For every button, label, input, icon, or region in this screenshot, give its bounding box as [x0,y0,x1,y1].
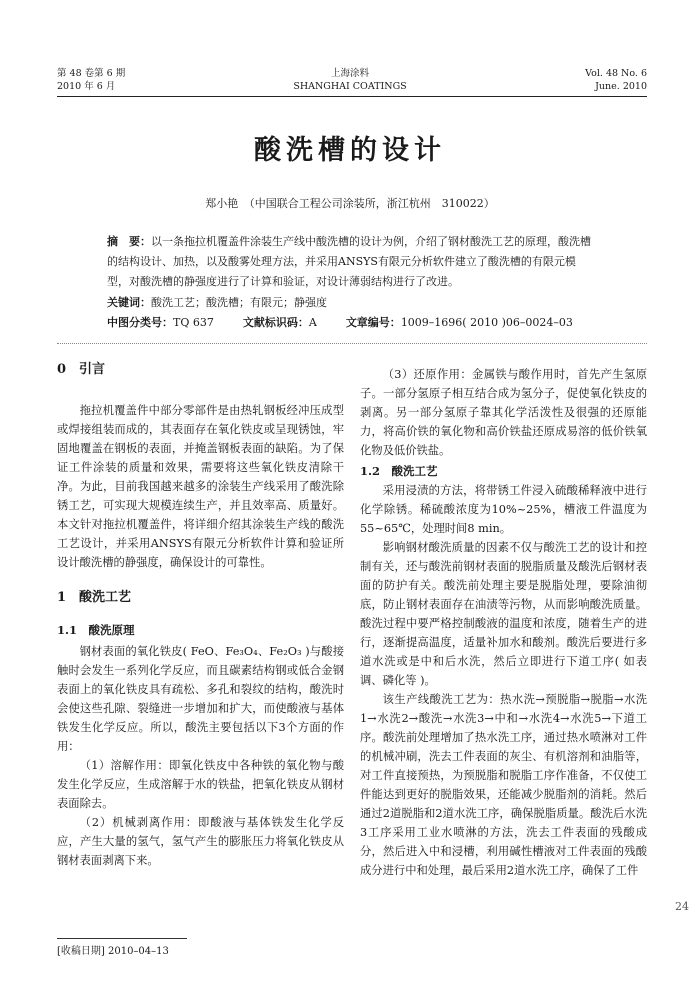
section-0-heading: 0 引言 [57,362,106,377]
journal-name-en: SHANGHAI COATINGS [293,81,407,92]
right-paragraph-3: 影响钢材酸洗质量的因素不仅与酸洗工艺的设计和控制有关，还与酸洗前钢材表面的脱脂质量及酸洗后钢材表面的防护有关。酸洗前处理主要是脱脂处理，要除油彻底，防止钢材表面存在油渍等污物，从而影响酸洗质量。酸洗过程中要严格控制酸液的温度和浓度，随着生产的进行，逐渐提高温度，适量补加水和酸剂。酸洗后要进行多道水洗或是中和后水洗，然后立即进行下道工序( 如表调、磷化等 )。 [360,541,647,687]
paper-title: 酸洗槽的设计 [254,135,446,166]
abstract [107,232,597,292]
received-date: [收稿日期] 2010–04–13 [57,946,169,957]
keywords-text: 酸洗工艺；酸洗槽；有限元；静强度 [151,296,327,309]
right-paragraph-4: 该生产线酸洗工艺为：热水洗→预脱脂→脱脂→水洗1→水洗2→酸洗→水洗3→中和→水洗4→水洗5→下道工序。酸洗前处理增加了热水洗工序，通过热水喷淋对工件的机械冲刷，洗去工件表面的灰尘、有机溶剂和油脂等，对工件直接预热，为预脱脂和脱脂工序作准备，不仅使工件能达到更好的脱脂效果，还能减少脱脂剂的消耗。然后通过2道脱脂和2道水洗工序，确保脱脂质量。酸洗后水洗3工序采用工业水喷淋的方法，洗去工件表面的残酸成分，然后进入中和浸槽，利用碱性槽液对工件表面的残酸成分进行中和处理，最后采用2道水洗工序，确保了工件 [360,693,647,877]
right-paragraph-2: 采用浸渍的方法，将带锈工件浸入硫酸稀释液中进行化学除锈。稀硫酸浓度为10%~25%，槽液工件温度为55~65℃，处理时间8 min。 [360,484,647,535]
volume-issue-en: Vol. 48 No. 6 [585,68,647,79]
keywords [107,293,597,313]
author-affiliation: 郑小艳 （中国联合工程公司涂装所，浙江杭州 310022） [205,197,495,210]
abstract-text: 以一条拖拉机覆盖件涂装生产线中酸洗槽的设计为例，介绍了钢材酸洗工艺的原理，酸洗槽的结构设计、加热，以及酸雾处理方法，并采用ANSYS有限元分析软件建立了酸洗槽的有限元模型，对酸洗槽的静强度进行了计算和验证，对设计薄弱结构进行了改进。 [107,235,591,288]
doc-code-value: A [308,316,317,329]
article-number-value: 1009–1696( 2010 )06–0024–03 [400,316,573,329]
abstract-divider [57,343,647,344]
journal-name-cn: 上海涂料 [330,68,369,79]
clc-value: TQ 637 [173,316,214,329]
section-1-1-paragraph-3: （2）机械剥离作用：即酸液与基体铁发生化学反应，产生大量的氢气，氢气产生的膨胀压力将氧化铁皮从钢材表面剥离下来。 [57,816,344,867]
section-1-1-heading: 1.1 酸洗原理 [57,623,135,637]
right-paragraph-1: （3）还原作用：金属铁与酸作用时，首先产生氢原子。一部分氢原子相互结合成为氢分子，促使氧化铁皮的剥离。另一部分氢原子靠其化学活泼性及很强的还原能力，将高价铁的氧化物和高价铁盐还原成易溶的低价铁氧化物及低价铁盐。 [360,368,647,457]
classification-line [107,313,597,333]
page-number: 24 [675,900,689,913]
section-1-heading: 1 酸洗工艺 [57,590,132,605]
keywords-label: 关键词： [107,296,151,309]
section-0-paragraph: 拖拉机覆盖件中部分零部件是由热轧钢板经冲压成型或焊接组装而成的，其表面存在氧化铁皮或呈现锈蚀，牢固地覆盖在钢板的表面，并掩盖钢板表面的缺陷。为了保证工件涂装的质量和效果，需要将这些氧化铁皮清除干净。为此，目前我国越来越多的涂装生产线采用了酸洗除锈工艺，可实现大规模连续生产，并且效率高、质量好。本文针对拖拉机覆盖件，将详细介绍其涂装生产线的酸洗工艺设计，并采用ANSYS有限元分析软件计算和验证所设计酸洗槽的静强度，确保设计的可靠性。 [57,404,344,569]
date-cn: 2010 年 6 月 [57,81,116,92]
left-column [57,360,344,870]
header-rule [57,96,647,97]
footnote-rule [57,938,187,939]
abstract-label: 摘 要： [107,235,151,248]
article-number-label: 文章编号： [345,316,401,329]
volume-issue-cn: 第 48 卷第 6 期 [57,68,126,79]
right-column [360,365,647,880]
section-1-1-paragraph-1: 钢材表面的氧化铁皮( FeO、Fe₃O₄、Fe₂O₃ )与酸接触时会发生一系列化学反应，而且碳素结构钢或低合金钢表面上的氧化铁皮具有疏松、多孔和裂纹的结构，酸洗时会使这些孔隙、裂缝进一步增加和扩大，而使酸液与基体铁发生化学反应。所以，酸洗主要包括以下3个方面的作用： [57,645,344,753]
doc-code-label: 文献标识码： [242,316,309,329]
clc-label: 中图分类号： [107,316,173,329]
section-1-2-heading: 1.2 酸洗工艺 [360,464,438,478]
section-1-1-paragraph-2: （1）溶解作用：即氧化铁皮中各种铁的氧化物与酸发生化学反应，生成溶解于水的铁盐，把氧化铁皮从钢材表面除去。 [57,759,344,810]
date-en: June. 2010 [595,81,647,92]
